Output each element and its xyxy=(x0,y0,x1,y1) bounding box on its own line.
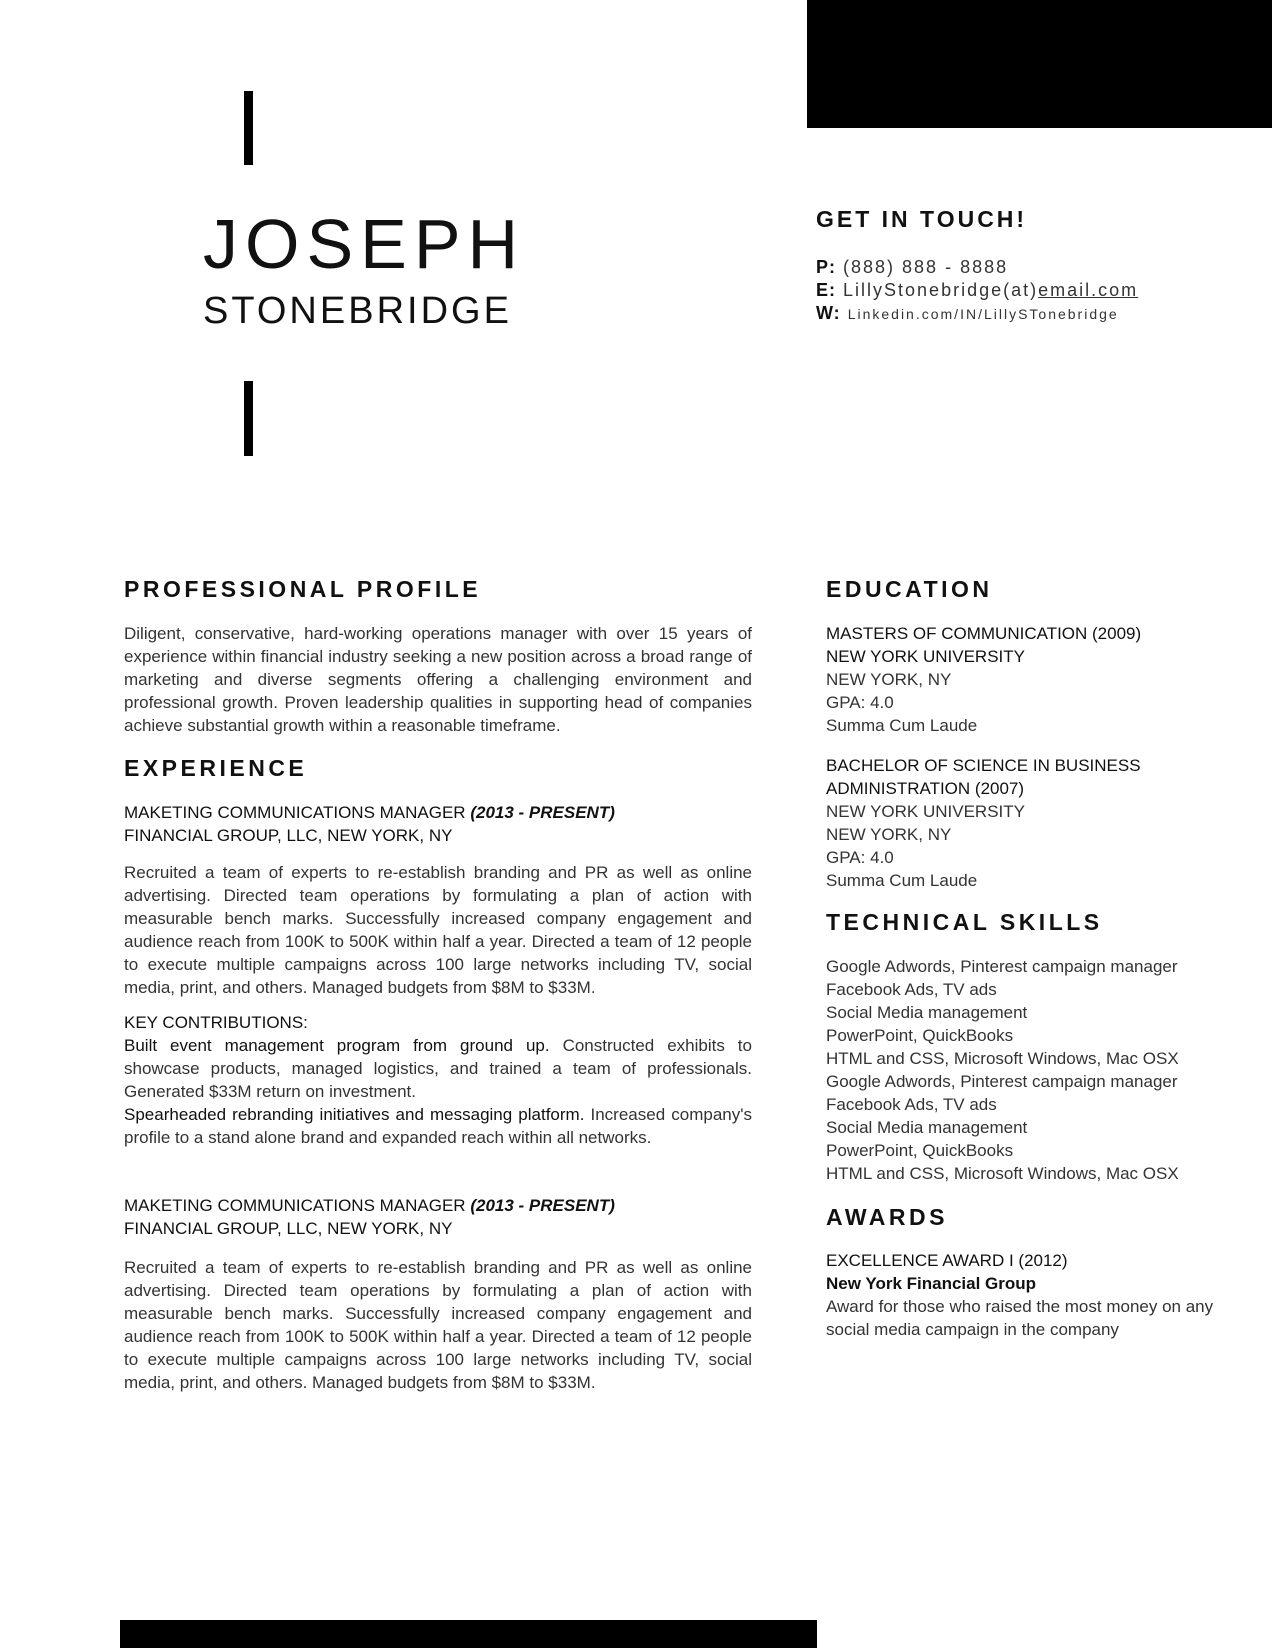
skills-list xyxy=(826,955,1226,1185)
job-2-role: MAKETING COMMUNICATIONS MANAGER xyxy=(124,1196,466,1215)
edu-2-degree-line1: BACHELOR OF SCIENCE IN BUSINESS xyxy=(826,756,1141,775)
contrib-1-text: Constructed exhibits to showcase products, managed logistics, and trained a team of professionals. Generated $33M return on investment. xyxy=(124,1036,752,1101)
email-link[interactable]: email.com xyxy=(1038,280,1139,300)
top-black-block xyxy=(807,0,1272,128)
first-name: JOSEPH xyxy=(203,205,526,283)
edu-1-location: NEW YORK, NY xyxy=(826,670,952,689)
last-name: STONEBRIDGE xyxy=(203,290,512,332)
job-2-period: (2013 - PRESENT) xyxy=(470,1196,615,1215)
skill-item: HTML and CSS, Microsoft Windows, Mac OSX xyxy=(826,1164,1179,1183)
award-org: New York Financial Group xyxy=(826,1274,1037,1293)
contact-phone-row xyxy=(816,256,1138,279)
job-2 xyxy=(124,1194,752,1394)
contact-web-row xyxy=(816,302,1138,326)
job-1 xyxy=(124,801,752,1149)
skill-item: Facebook Ads, TV ads xyxy=(826,980,997,999)
edu-2-school: NEW YORK UNIVERSITY xyxy=(826,802,1025,821)
job-1-role: MAKETING COMMUNICATIONS MANAGER xyxy=(124,803,466,822)
job-1-contrib-title: KEY CONTRIBUTIONS: xyxy=(124,1013,308,1032)
skill-item: Social Media management xyxy=(826,1003,1028,1022)
edu-2-gpa: GPA: 4.0 xyxy=(826,848,894,867)
edu-2-location: NEW YORK, NY xyxy=(826,825,952,844)
job-2-title xyxy=(124,1194,752,1217)
awards-title: AWARDS xyxy=(826,1204,948,1230)
award-description: Award for those who raised the most money on any social media campaign in the company xyxy=(826,1297,1214,1339)
job-1-company: FINANCIAL GROUP, LLC, NEW YORK, NY xyxy=(124,826,453,845)
edu-2-honors: Summa Cum Laude xyxy=(826,871,978,890)
web-label: W: xyxy=(816,303,841,323)
skill-item: PowerPoint, QuickBooks xyxy=(826,1026,1014,1045)
web-value: Linkedin.com/IN/LillySTonebridge xyxy=(847,306,1119,322)
skill-item: HTML and CSS, Microsoft Windows, Mac OSX xyxy=(826,1049,1179,1068)
profile-text: Diligent, conservative, hard-working operations manager with over 15 years of experience within financial industry seeking a new position across a broad range of marketing and diverse segments offering a challenging environment and professional growth. Proven leadership qualities in supporting head of companies achieve substantial growth within a reasonable timeframe. xyxy=(124,624,752,735)
email-prefix: LillyStonebridge(at) xyxy=(843,280,1039,300)
edu-1-honors: Summa Cum Laude xyxy=(826,716,978,735)
experience-title: EXPERIENCE xyxy=(124,755,308,781)
name-divider-bottom xyxy=(244,381,253,456)
edu-1-gpa: GPA: 4.0 xyxy=(826,693,894,712)
skill-item: Social Media management xyxy=(826,1118,1028,1137)
job-1-period: (2013 - PRESENT) xyxy=(470,803,615,822)
skill-item: Google Adwords, Pinterest campaign manager xyxy=(826,957,1178,976)
award-entry xyxy=(826,1249,1226,1341)
job-2-description: Recruited a team of experts to re-establish branding and PR as well as online advertising. Directed team operations by formulating a plan of action with measurable bench marks. Successfully increased company engagement and audience reach from 100K to 500K within half a year. Directed a team of 12 people to execute multiple campaigns across 100 large networks including TV, social media, print, and others. Managed budgets from $8M to $33M. xyxy=(124,1258,752,1392)
profile-title: PROFESSIONAL PROFILE xyxy=(124,576,482,602)
email-label: E: xyxy=(816,280,836,300)
bottom-black-bar xyxy=(120,1620,817,1648)
name-divider-top xyxy=(244,91,253,165)
job-1-contrib-2 xyxy=(124,1103,752,1149)
job-1-title xyxy=(124,801,752,824)
skill-item: PowerPoint, QuickBooks xyxy=(826,1141,1014,1160)
education-entry-2 xyxy=(826,754,1226,892)
skill-item: Google Adwords, Pinterest campaign manager xyxy=(826,1072,1178,1091)
phone-label: P: xyxy=(816,257,836,277)
contact-email-row xyxy=(816,279,1138,302)
contrib-2-text: Increased company's profile to a stand alone brand and expanded reach within all networks. xyxy=(124,1105,752,1147)
contact-title: GET IN TOUCH! xyxy=(816,206,1028,232)
award-name: EXCELLENCE AWARD I (2012) xyxy=(826,1251,1068,1270)
skill-item: Facebook Ads, TV ads xyxy=(826,1095,997,1114)
skills-title: TECHNICAL SKILLS xyxy=(826,909,1103,935)
job-1-contrib-1 xyxy=(124,1034,752,1103)
contrib-1-lead: Built event management program from ground up. xyxy=(124,1036,550,1055)
phone-value: (888) 888 - 8888 xyxy=(843,257,1009,277)
job-2-company: FINANCIAL GROUP, LLC, NEW YORK, NY xyxy=(124,1219,453,1238)
edu-2-degree-line2: ADMINISTRATION (2007) xyxy=(826,779,1025,798)
education-entry-1 xyxy=(826,622,1226,737)
contrib-2-lead: Spearheaded rebranding initiatives and messaging platform. xyxy=(124,1105,585,1124)
edu-1-school: NEW YORK UNIVERSITY xyxy=(826,647,1025,666)
contact-block xyxy=(816,256,1138,326)
education-title: EDUCATION xyxy=(826,576,993,602)
job-1-description: Recruited a team of experts to re-establish branding and PR as well as online advertising. Directed team operations by formulating a plan of action with measurable bench marks. Successfully increased company engagement and audience reach from 100K to 500K within half a year. Directed a team of 12 people to execute multiple campaigns across 100 large networks including TV, social media, print, and others. Managed budgets from $8M to $33M. xyxy=(124,863,752,997)
edu-1-degree: MASTERS OF COMMUNICATION (2009) xyxy=(826,624,1142,643)
